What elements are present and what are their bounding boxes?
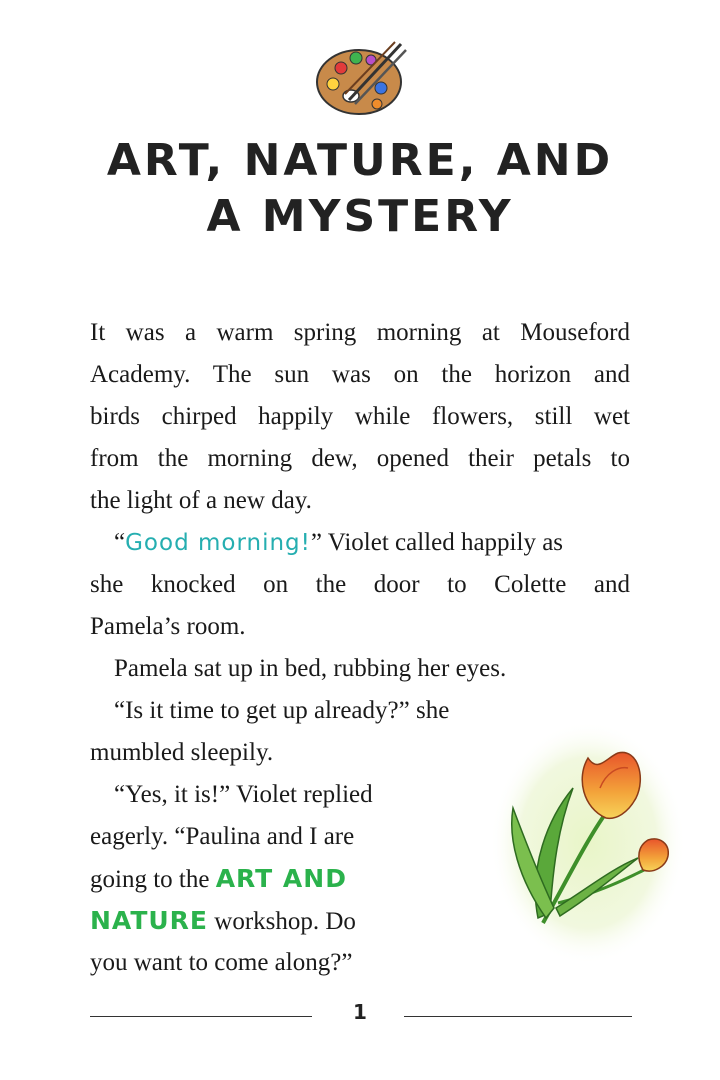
- text-line: the light of a new day.: [90, 487, 312, 514]
- text-segment: going to the: [90, 866, 216, 893]
- highlight-nature: NATURE: [90, 906, 209, 935]
- text-line: she knocked on the door to Colette and: [90, 571, 630, 598]
- text-line: you want to come along?”: [90, 949, 353, 976]
- text-line: Academy. The sun was on the horizon and: [90, 361, 630, 388]
- highlight-good-morning: Good morning!: [125, 530, 311, 556]
- footer-rule-left: [90, 1016, 312, 1017]
- text-line: from the morning dew, opened their petals to: [90, 445, 630, 472]
- text-segment: workshop. Do: [208, 908, 356, 935]
- text-segment: ” Violet called happily as: [310, 529, 564, 556]
- open-quote: “: [114, 529, 126, 556]
- text-line: birds chirped happily while flowers, still wet: [90, 403, 630, 430]
- text-line: “Is it time to get up already?” she: [114, 697, 450, 724]
- paint-palette-icon: [311, 38, 411, 118]
- chapter-title-line-2: A MYSTERY: [206, 191, 514, 242]
- text-line: “Yes, it is!” Violet replied: [114, 781, 373, 808]
- page-number: 1: [353, 1000, 367, 1024]
- text-line: Pamela sat up in bed, rubbing her eyes.: [114, 655, 507, 682]
- crocus-flower-illustration: [488, 718, 688, 968]
- highlight-art-and: ART AND: [215, 864, 347, 893]
- text-line: [90, 522, 630, 564]
- text-line: It was a warm spring morning at Mouseford: [90, 319, 630, 346]
- text-line: mumbled sleepily.: [90, 739, 274, 766]
- text-line: Pamela’s room.: [90, 613, 246, 640]
- chapter-title-line-1: ART, NATURE, AND: [106, 135, 614, 186]
- footer-rule-right: [404, 1016, 632, 1017]
- text-line: eagerly. “Paulina and I are: [90, 823, 355, 850]
